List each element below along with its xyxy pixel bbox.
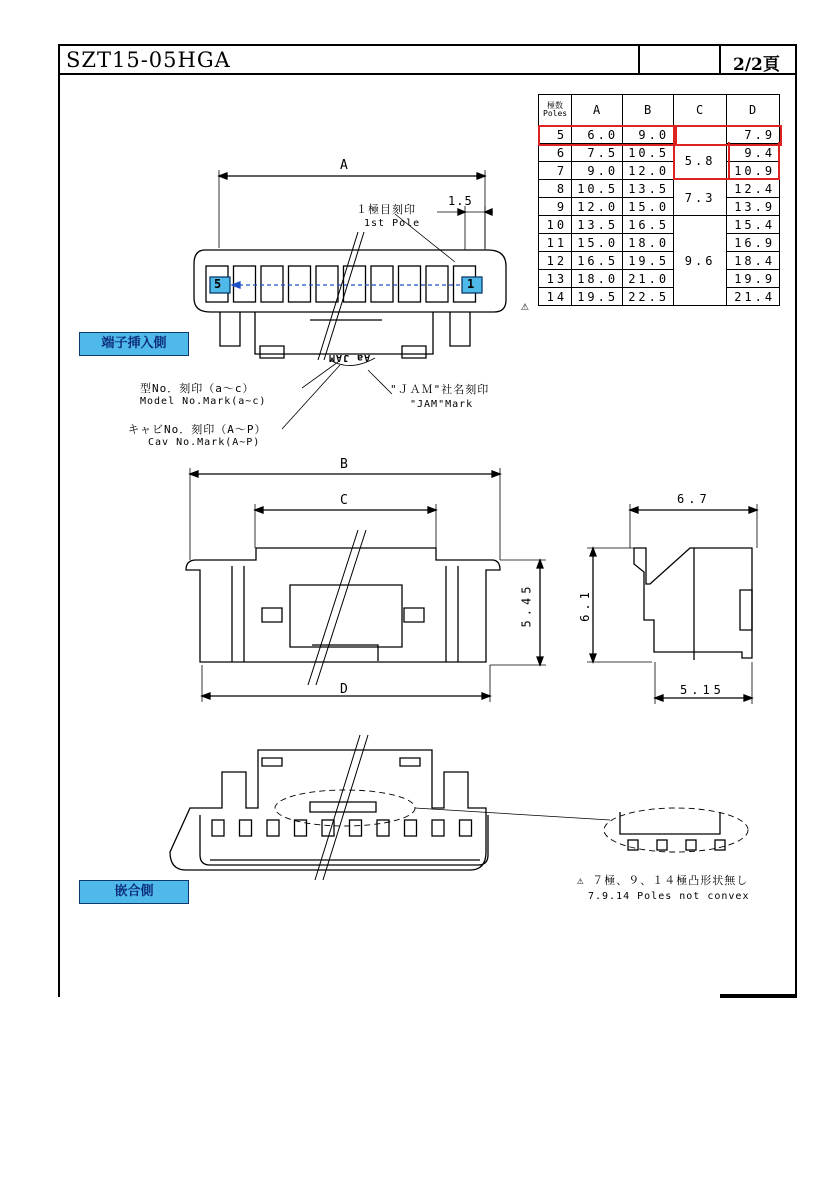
dim-5-45: 5.45 — [519, 582, 534, 628]
table-row: 14 19.5 22.5 21.4 — [539, 288, 780, 306]
table-row: 10 13.5 16.5 9.6 15.4 — [539, 216, 780, 234]
table-row: 6 7.5 10.5 5.8 9.4 — [539, 144, 780, 162]
col-c-header: C — [674, 95, 727, 126]
dim-1-5: 1.5 — [448, 194, 473, 208]
jam-mark-label: "ＪＡＭ"社名刻印 — [390, 383, 490, 396]
pin-number-right: 1 — [467, 277, 476, 291]
model-mark-label-en: Model No.Mark(a~c) — [140, 396, 267, 407]
col-d-header: D — [727, 95, 780, 126]
dim-label-d: D — [340, 682, 349, 697]
cav-mark-label: キャビNo．刻印（A～P） — [128, 423, 267, 436]
table-row: 5 6.0 9.0 7.9 — [539, 126, 780, 144]
mold-marking: Aa JAM — [328, 352, 371, 363]
dim-label-a: A — [340, 158, 349, 173]
table-row: 8 10.5 13.5 7.3 12.4 — [539, 180, 780, 198]
cavity — [344, 266, 366, 302]
first-pole-label-en: 1st Pole — [364, 218, 421, 229]
cavity — [261, 266, 283, 302]
warning-triangle-icon: ⚠ — [521, 299, 529, 314]
table-row: 11 15.0 18.0 16.9 — [539, 234, 780, 252]
terminal-slot — [686, 840, 696, 850]
table-row: 13 18.0 21.0 19.9 — [539, 270, 780, 288]
terminal-slot — [657, 840, 667, 850]
table-row: 12 16.5 19.5 18.4 — [539, 252, 780, 270]
dim-6-1: 6.1 — [577, 588, 592, 622]
warning-triangle-icon: ⚠ — [577, 874, 593, 887]
cavity — [289, 266, 311, 302]
first-pole-label: １極目刻印 — [356, 203, 416, 216]
mating-side-label: 嵌合側 — [79, 880, 189, 904]
cav-mark-label-en: Cav No.Mark(A~P) — [148, 437, 261, 448]
terminal-slot — [212, 820, 224, 836]
table-row: 7 9.0 12.0 10.9 — [539, 162, 780, 180]
cavity — [399, 266, 421, 302]
poles-header: 極数 Poles — [539, 95, 572, 126]
pin-number-left: 5 — [214, 277, 223, 291]
dim-5-15: 5.15 — [680, 683, 725, 697]
terminal-side-label: 端子挿入側 — [79, 332, 189, 356]
jam-mark-label-en: "JAM"Mark — [410, 399, 474, 410]
col-b-header: B — [623, 95, 674, 126]
dim-label-c: C — [340, 493, 349, 508]
cavity — [371, 266, 393, 302]
terminal-slot — [715, 840, 725, 850]
terminal-slot — [432, 820, 444, 836]
page-number: 2/2頁 — [733, 55, 780, 75]
terminal-slot — [628, 840, 638, 850]
terminal-slot — [240, 820, 252, 836]
model-mark-label: 型No．刻印（a～c） — [140, 382, 255, 395]
terminal-slot — [460, 820, 472, 836]
terminal-slot — [405, 820, 417, 836]
convex-note: ⚠ ７極、９、１４極凸形状無し — [577, 874, 749, 887]
terminal-slot — [267, 820, 279, 836]
dim-6-7: 6.7 — [677, 492, 711, 506]
cavity — [316, 266, 338, 302]
terminal-slot — [322, 820, 334, 836]
col-a-header: A — [572, 95, 623, 126]
terminal-slot — [350, 820, 362, 836]
table-row: 9 12.0 15.0 13.9 — [539, 198, 780, 216]
convex-note-en: 7.9.14 Poles not convex — [588, 891, 750, 902]
cavity — [426, 266, 448, 302]
dim-label-b: B — [340, 457, 349, 472]
drawing-number: SZT15-05HGA — [66, 48, 231, 72]
